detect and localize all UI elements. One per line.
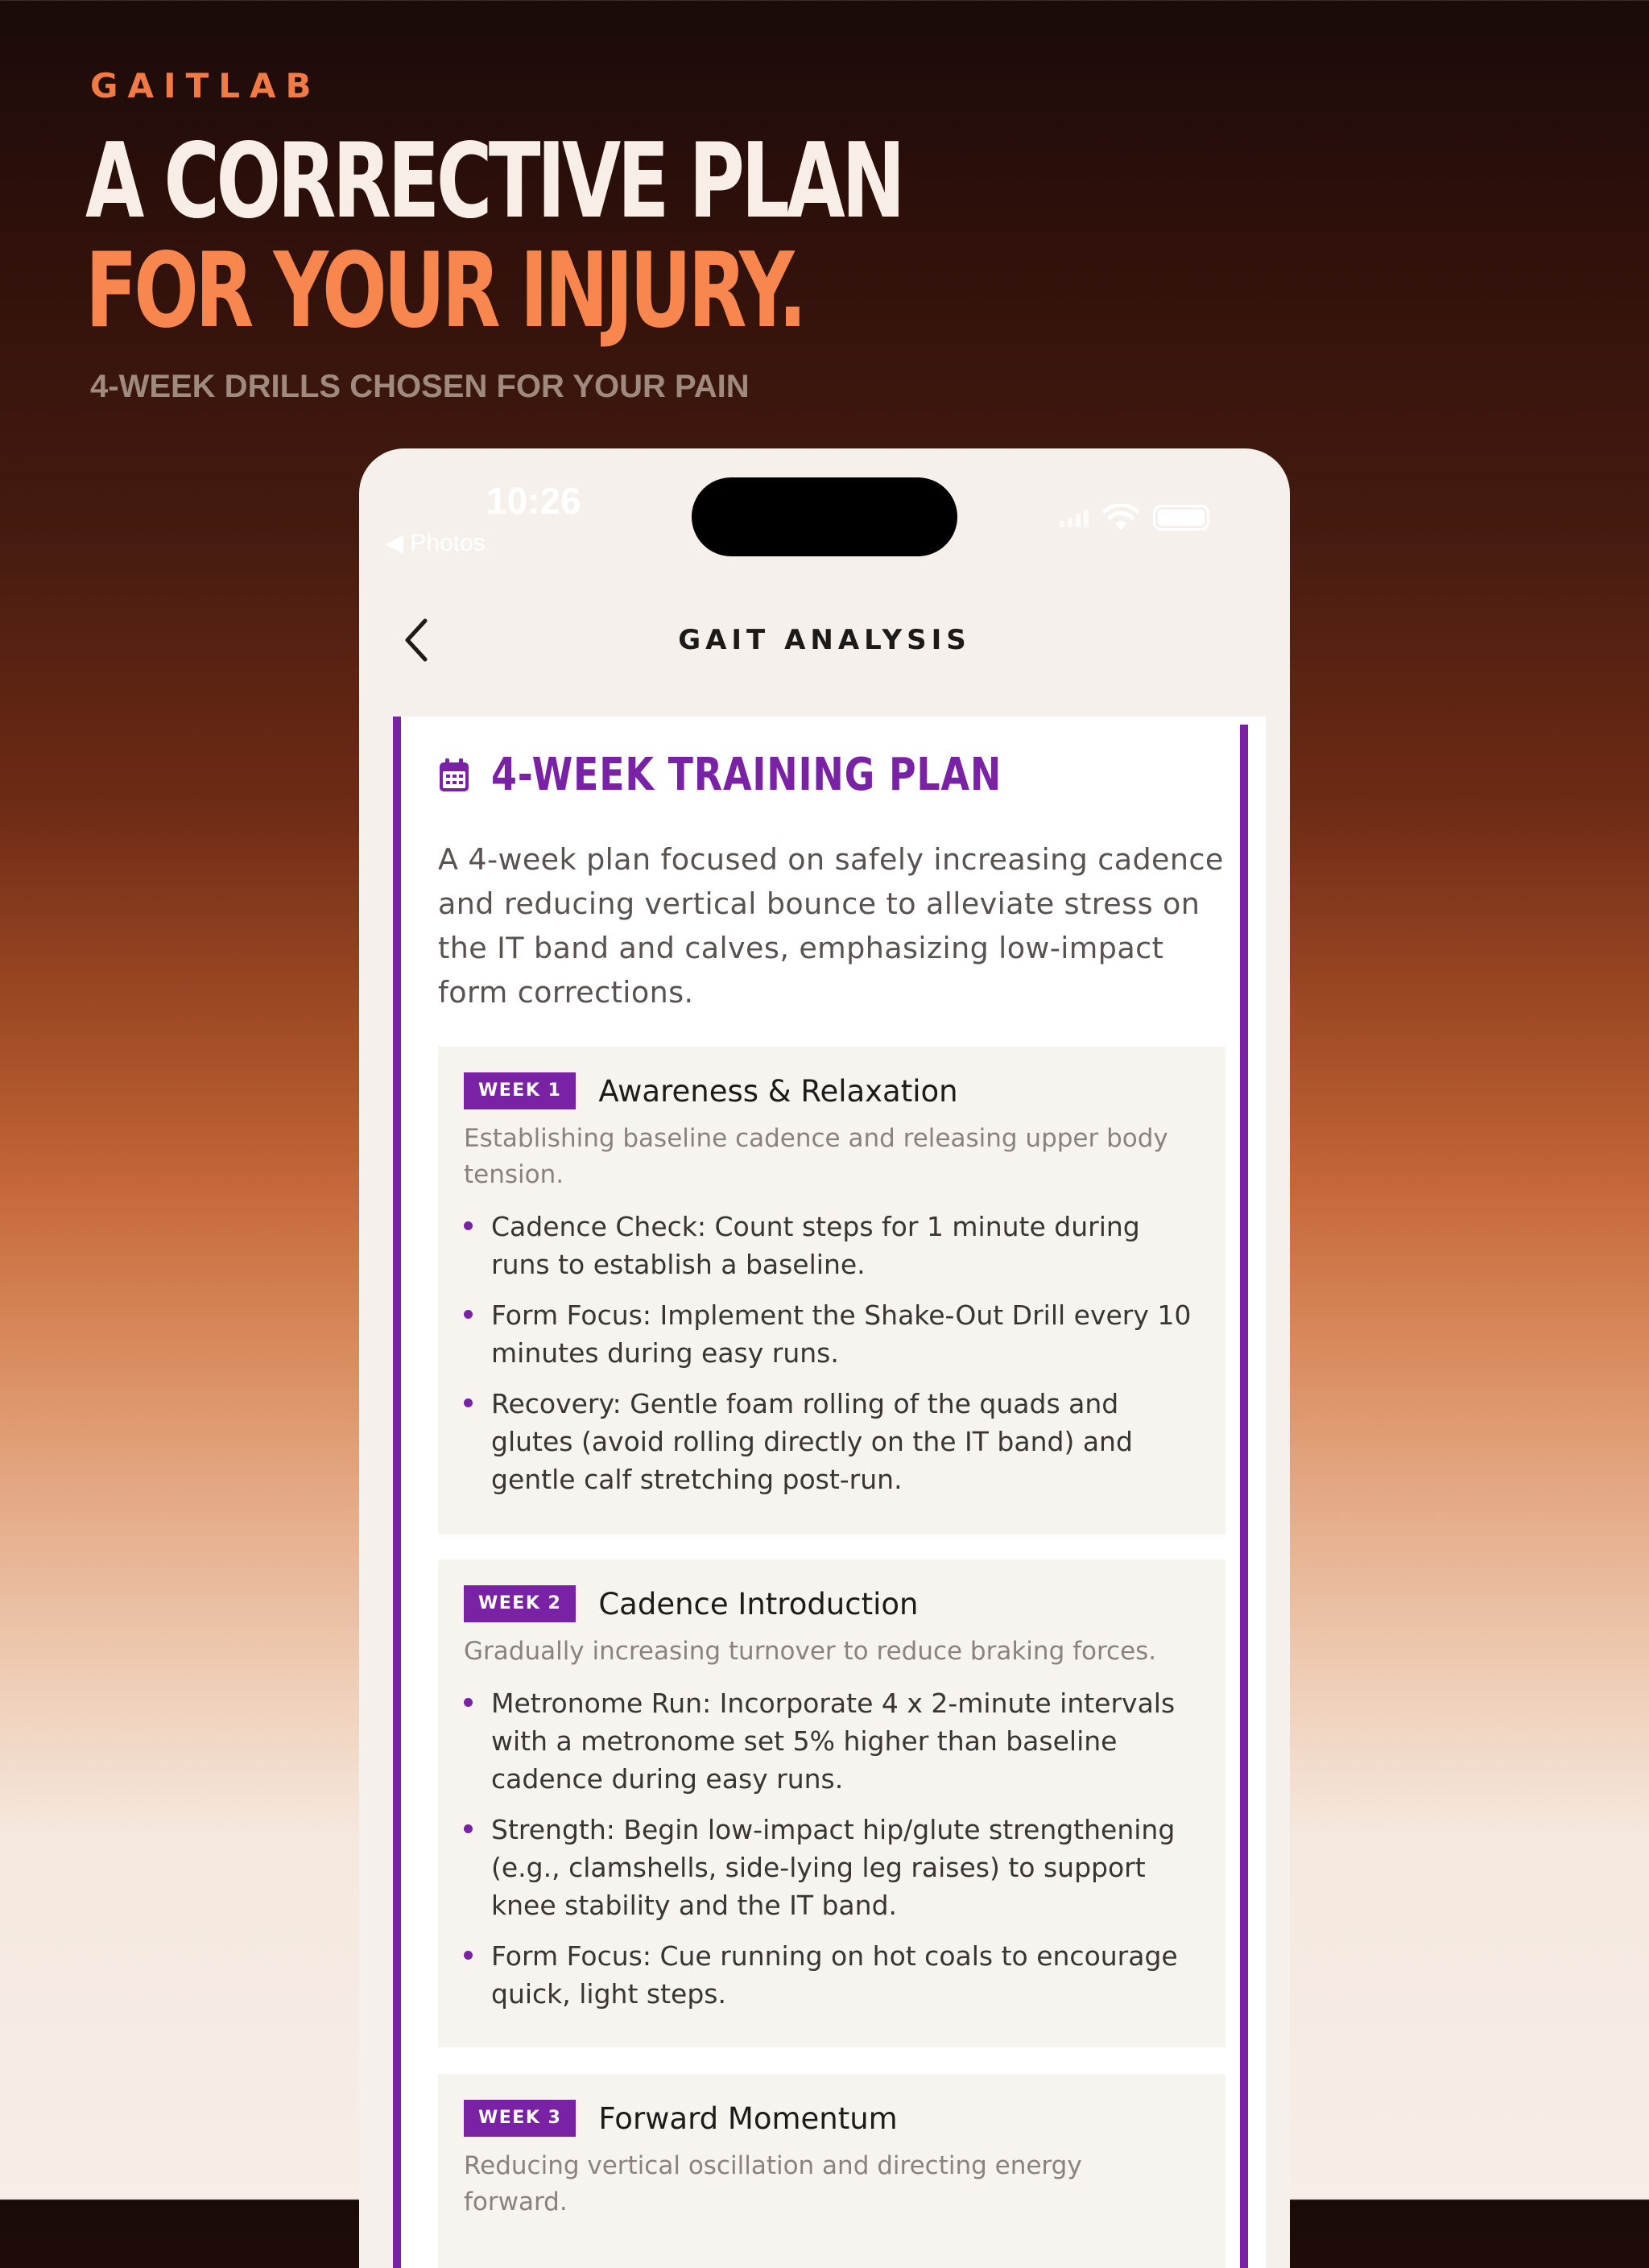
week-description: Establishing baseline cadence and releasing upper body tension.	[464, 1124, 1168, 1189]
drill-text: Metronome Run: Incorporate 4 x 2-minute intervals with a metronome set 5% higher than baseline cadence during easy runs.	[491, 1688, 1176, 1795]
week-drill-list	[464, 1208, 1201, 1498]
signal-icon	[1060, 508, 1089, 527]
week-badge: WEEK 1	[464, 1072, 576, 1109]
drill-text: Form Focus: Cue running on hot coals to encourage quick, light steps.	[491, 1940, 1178, 2010]
drill-text: Form Focus: Implement the Shake-Out Drill every 10 minutes during easy runs.	[491, 1299, 1192, 1369]
status-icons	[1060, 502, 1209, 534]
week-card-3	[438, 2074, 1225, 2268]
bullet-dot	[464, 1221, 473, 1230]
plan-title: 4-WEEK TRAINING PLAN	[491, 749, 1002, 801]
bullet-dot	[464, 1398, 473, 1407]
week-badge: WEEK 3	[464, 2100, 576, 2137]
nav-title: GAIT ANALYSIS	[678, 624, 971, 656]
week-title: Awareness & Relaxation	[598, 1073, 958, 1109]
drill-item	[464, 1811, 1200, 1924]
headline-line-2: FOR YOUR INJURY.	[85, 231, 804, 351]
wifi-icon	[1103, 504, 1139, 531]
phone-screen	[359, 448, 1290, 2268]
dynamic-island	[692, 477, 957, 556]
headline-line-1: A CORRECTIVE PLAN	[85, 122, 903, 242]
week-card-2	[438, 1560, 1225, 2047]
drill-item	[464, 1296, 1200, 1372]
drill-item	[464, 1208, 1200, 1283]
brand-name: GAITLAB	[90, 66, 321, 105]
plan-header	[438, 749, 1114, 801]
status-back-to-photos[interactable]: ◀ Photos	[385, 530, 486, 556]
drill-text: Cadence Check: Count steps for 1 minute during runs to establish a baseline.	[491, 1211, 1140, 1280]
week-title: Cadence Introduction	[598, 1586, 919, 1621]
week-drill-list	[464, 1684, 1201, 2013]
training-plan-card	[393, 717, 1266, 2268]
bullet-dot	[464, 1951, 473, 1960]
status-time: 10:26	[486, 480, 581, 522]
battery-icon	[1153, 505, 1209, 531]
week-card-1	[438, 1047, 1225, 1535]
week-description: Reducing vertical oscillation and directing energy forward.	[464, 2151, 1082, 2216]
week-header	[464, 1584, 1201, 1624]
bullet-dot	[464, 1310, 473, 1319]
week-title: Forward Momentum	[598, 2101, 898, 2136]
subheadline: 4-WEEK DRILLS CHOSEN FOR YOUR PAIN	[90, 369, 750, 404]
calendar-icon	[438, 758, 470, 793]
week-badge: WEEK 2	[464, 1585, 576, 1622]
week-header	[464, 1071, 1201, 1111]
card-accent-right	[1240, 725, 1248, 2268]
card-accent-left	[393, 717, 401, 2268]
drill-item	[464, 1684, 1200, 1798]
drill-text: Recovery: Gentle foam rolling of the quads and glutes (avoid rolling directly on the IT band) and gentle calf stretching post-run.	[491, 1388, 1133, 1495]
drill-item	[464, 1385, 1200, 1498]
headline	[85, 122, 903, 351]
drill-text: Strength: Begin low-impact hip/glute strengthening (e.g., clamshells, side-lying leg raises) to support knee stability and the IT band.	[491, 1814, 1176, 1921]
week-description: Gradually increasing turnover to reduce braking forces.	[464, 1637, 1157, 1666]
bullet-dot	[464, 1824, 473, 1833]
drill-item	[464, 1937, 1200, 2013]
plan-summary: A 4-week plan focused on safely increasing cadence and reducing vertical bounce to alleviate stress on the IT band and calves, emphasizing low-impact form corrections.	[438, 842, 1224, 1010]
bullet-dot	[464, 1698, 473, 1707]
week-header	[464, 2098, 1201, 2138]
